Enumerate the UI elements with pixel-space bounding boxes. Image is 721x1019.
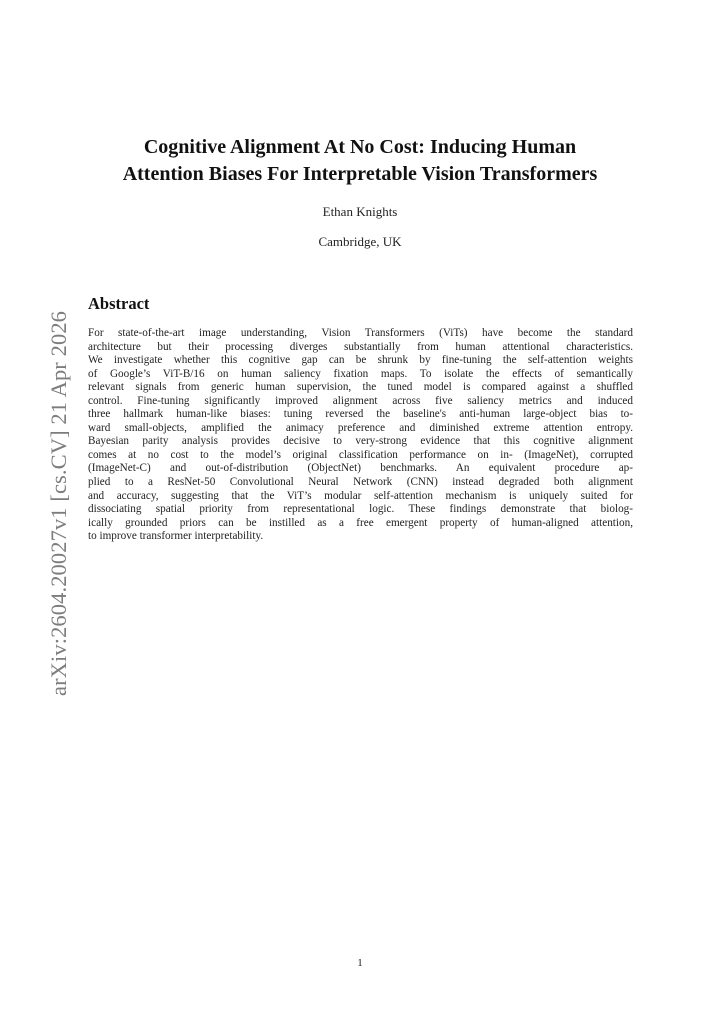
abstract-line: relevant signals from generic human supervision, the tuned model is compared against a shuffled — [88, 381, 633, 394]
abstract-line: three hallmark human-like biases: tuning reversed the baseline's anti-human large-object bias to- — [88, 408, 633, 421]
paper-title — [70, 134, 650, 188]
abstract-line: control. Fine-tuning significantly improved alignment across five saliency metrics and induced — [88, 394, 633, 407]
abstract-line: and accuracy, suggesting that the ViT’s modular self-attention mechanism is uniquely suited for — [88, 489, 633, 502]
abstract-line: to improve transformer interpretability. — [88, 530, 264, 543]
abstract-line: architecture but their processing diverges substantially from human attentional characteristics. — [88, 340, 633, 353]
abstract-line: of Google’s ViT-B/16 on human saliency fixation maps. To isolate the effects of semantically — [88, 367, 633, 380]
author-affiliation: Cambridge, UK — [318, 234, 402, 249]
abstract-line: We investigate whether this cognitive gap can be shrunk by fine-tuning the self-attention weights — [88, 354, 633, 367]
arxiv-identifier-text: arXiv:2604.20027v1 [cs.CV] 21 Apr 2026 — [46, 310, 71, 696]
paper-title-line-1: Cognitive Alignment At No Cost: Inducing Human — [143, 136, 577, 158]
abstract-body — [88, 327, 633, 544]
abstract-line: ically grounded priors can be instilled as a free emergent property of human-aligned attention, — [88, 516, 633, 529]
abstract-line: dissociating spatial priority from representational logic. These findings demonstrate that biolog- — [88, 503, 633, 516]
arxiv-identifier-stamp — [18, 296, 71, 696]
abstract-line: ward small-objects, amplified the animacy preference and diminished extreme attention entropy. — [88, 421, 633, 434]
abstract-heading: Abstract — [88, 294, 150, 313]
abstract-line: Bayesian parity analysis provides decisive to very-strong evidence that this cognitive alignment — [88, 435, 633, 448]
author-name: Ethan Knights — [322, 204, 398, 219]
abstract-line: comes at no cost to the model’s original classification performance on in- (ImageNet), corrupted — [88, 448, 633, 461]
abstract-line: plied to a ResNet-50 Convolutional Neural Network (CNN) instead degraded both alignment — [88, 476, 633, 489]
page-number: 1 — [357, 957, 363, 969]
paper-title-line-2: Attention Biases For Interpretable Vision Transformers — [122, 163, 598, 185]
abstract-line: (ImageNet-C) and out-of-distribution (ObjectNet) benchmarks. An equivalent procedure ap- — [88, 462, 633, 475]
abstract-line: For state-of-the-art image understanding, Vision Transformers (ViTs) have become the standard — [88, 327, 633, 339]
